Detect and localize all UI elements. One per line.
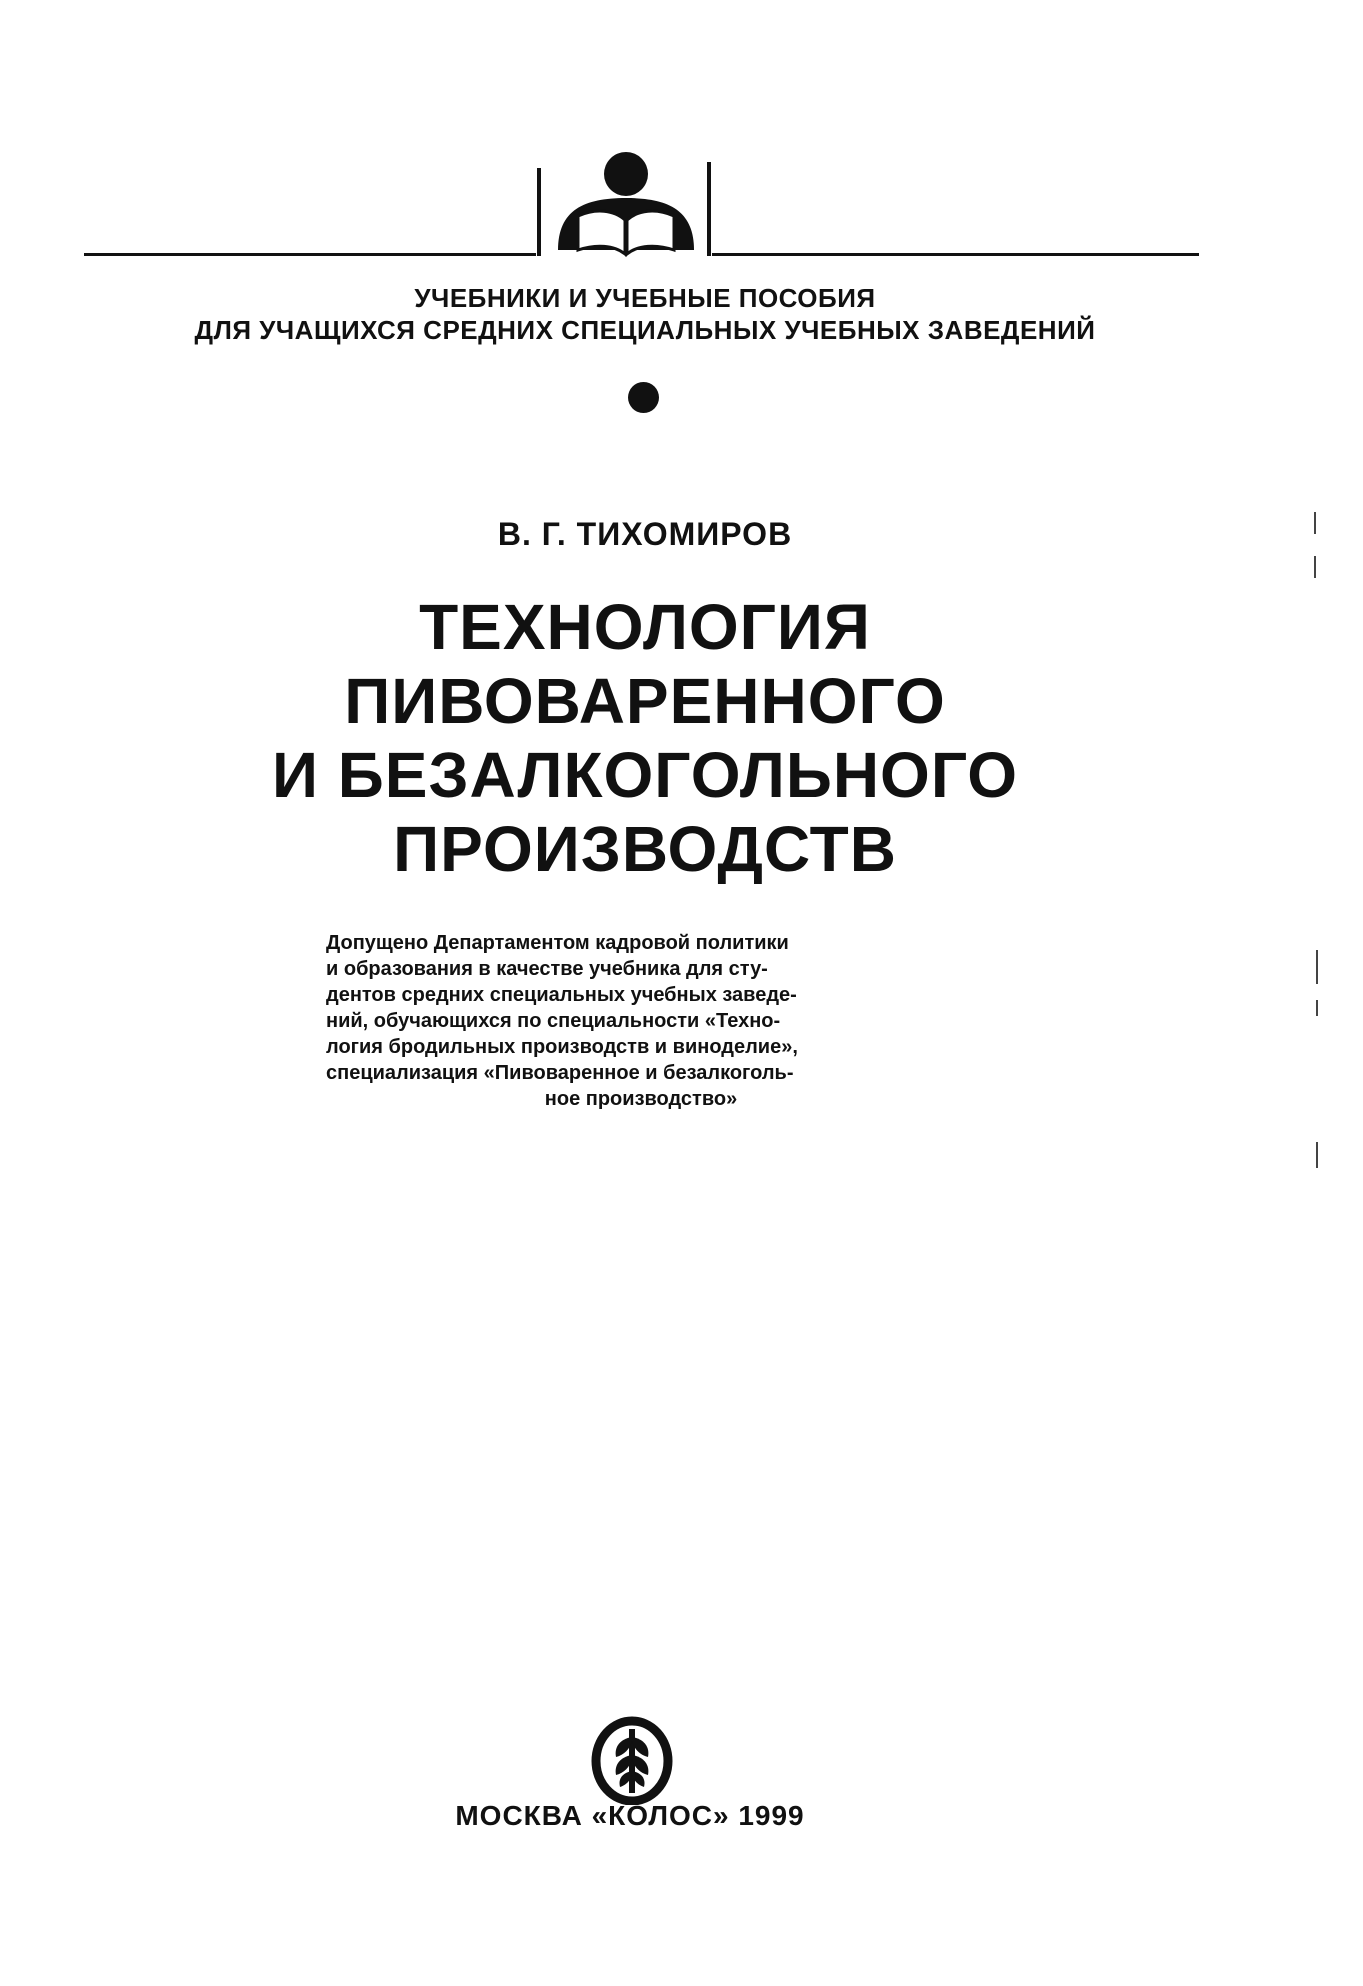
book-title-line: ПИВОВАРЕННОГО <box>344 665 946 737</box>
book-title <box>0 590 1290 886</box>
scan-artifact <box>1316 950 1318 984</box>
book-title-line: ТЕХНОЛОГИЯ <box>419 591 871 663</box>
scan-artifact <box>1314 556 1316 578</box>
book-title-line: И БЕЗАЛКОГОЛЬНОГО <box>271 739 1019 811</box>
approval-line: и образования в качестве учебника для сту- <box>326 958 768 980</box>
reader-with-book-icon <box>84 150 1199 280</box>
approval-statement <box>326 930 956 1112</box>
book-title-line: ПРОИЗВОДСТВ <box>393 813 897 885</box>
approval-line: специализация «Пивоваренное и безалкоголь- <box>326 1062 794 1084</box>
approval-line: Допущено Департаментом кадровой политики <box>326 932 789 954</box>
series-title-line-1: УЧЕБНИКИ И УЧЕБНЫЕ ПОСОБИЯ <box>414 283 876 313</box>
scan-artifact <box>1316 1000 1318 1016</box>
scan-artifact <box>1314 512 1316 534</box>
approval-line: ное производство» <box>544 1088 738 1110</box>
approval-line: дентов средних специальных учебных заведе- <box>326 984 797 1006</box>
publisher-imprint: МОСКВА «КОЛОС» 1999 <box>455 1800 805 1831</box>
approval-line: ний, обучающихся по специальности «Техно- <box>326 1010 781 1032</box>
separator-dot <box>628 382 659 413</box>
scan-artifact <box>1316 1142 1318 1168</box>
series-title-line-2: ДЛЯ УЧАЩИХСЯ СРЕДНИХ СПЕЦИАЛЬНЫХ УЧЕБНЫХ ЗАВЕДЕНИЙ <box>194 315 1096 345</box>
approval-line: логия бродильных производств и виноделие», <box>326 1036 798 1058</box>
kolos-wheat-emblem-icon <box>590 1715 674 1805</box>
author-name: В. Г. ТИХОМИРОВ <box>497 516 793 552</box>
